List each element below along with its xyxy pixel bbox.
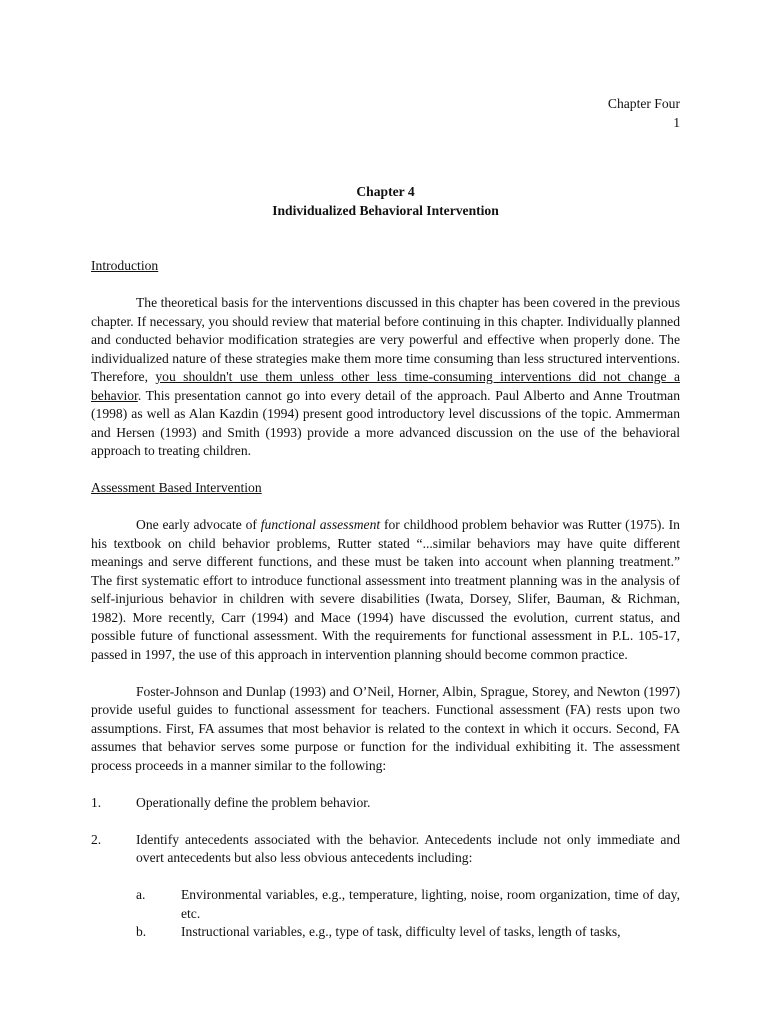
introduction-paragraph: [91, 294, 680, 461]
running-head: [91, 95, 680, 132]
section-heading-assessment: Assessment Based Intervention: [91, 480, 262, 495]
assessment-paragraph-1: [91, 516, 680, 664]
list-marker: 2.: [91, 831, 102, 847]
sub-list-marker: b.: [136, 924, 147, 939]
assessment-text-part1: One early advocate of: [136, 517, 261, 532]
assessment-italic-term: functional assessment: [260, 517, 381, 532]
sub-list-item: [136, 923, 680, 942]
list-marker: 1.: [91, 794, 102, 810]
intro-text-part2: . This presentation cannot go into every detail of the approach. Paul Alberto and Anne Troutman (1998) as well as Alan Kazdin (1994) present good introductory level discussions of the topic. Ammerman and Hersen (1993) and Smith (1993) provide a more advanced discussion on the use of the behavioral approach to treating children.: [91, 387, 680, 458]
list-item: [91, 831, 680, 868]
sub-list-marker: a.: [136, 887, 146, 902]
running-title: Chapter Four: [607, 96, 680, 111]
intro-text-part1: The theoretical basis for the interventions discussed in this chapter has been covered in the previous chapter. If necessary, you should review that material before continuing in this chapter. Individually planned and conducted behavior modification strategies are very powerful and effective when properly done. The individualized nature of these strategies make them more time consuming than less structured interventions. Therefore,: [91, 295, 680, 384]
chapter-number: Chapter 4: [356, 184, 415, 199]
sub-list: [91, 886, 680, 942]
page-number: 1: [673, 114, 680, 130]
document-page: [91, 95, 680, 942]
sub-list-item: [136, 886, 680, 923]
sub-list-item-text: Environmental variables, e.g., temperature, lighting, noise, room organization, time of day, etc.: [181, 887, 680, 921]
assessment-text-part2: for childhood problem behavior was Rutter (1975). In his textbook on child behavior problems, Rutter stated “...similar behaviors may have quite different meanings and serve different functions, and these must be taken into account when planning treatment.” The first systematic effort to introduce functional assessment into treatment planning was in the analysis of self-injurious behavior in children with severe disabilities (Iwata, Dorsey, Slifer, Bauman, & Richman, 1982). More recently, Carr (1994) and Mace (1994) have discussed the evolution, current status, and possible future of functional assessment. With the requirements for functional assessment in P.L. 105-17, passed in 1997, the use of this approach in intervention planning should become common practice.: [91, 517, 680, 662]
assessment-paragraph-2: Foster-Johnson and Dunlap (1993) and O’Neil, Horner, Albin, Sprague, Storey, and Newton (1997) provide useful guides to functional assessment for teachers. Functional assessment (FA) rests upon two assumptions. First, FA assumes that most behavior is related to the context in which it occurs. Second, FA assumes that behavior serves some purpose or function for the individual exhibiting it. The assessment process proceeds in a manner similar to the following:: [91, 683, 680, 773]
sub-list-item-text: Instructional variables, e.g., type of task, difficulty level of tasks, length of tasks,: [181, 924, 621, 939]
section-heading-introduction: Introduction: [91, 258, 159, 273]
chapter-title: Individualized Behavioral Intervention: [272, 202, 499, 218]
chapter-heading: [91, 183, 680, 220]
list-item-text: Operationally define the problem behavior.: [136, 794, 371, 810]
list-item: [91, 794, 680, 813]
list-item-text: Identify antecedents associated with the behavior. Antecedents include not only immediate and overt antecedents but also less obvious antecedents including:: [136, 831, 680, 865]
intro-underlined-text: you shouldn't use them unless other less time-consuming interventions did not change a behavior: [91, 369, 680, 403]
